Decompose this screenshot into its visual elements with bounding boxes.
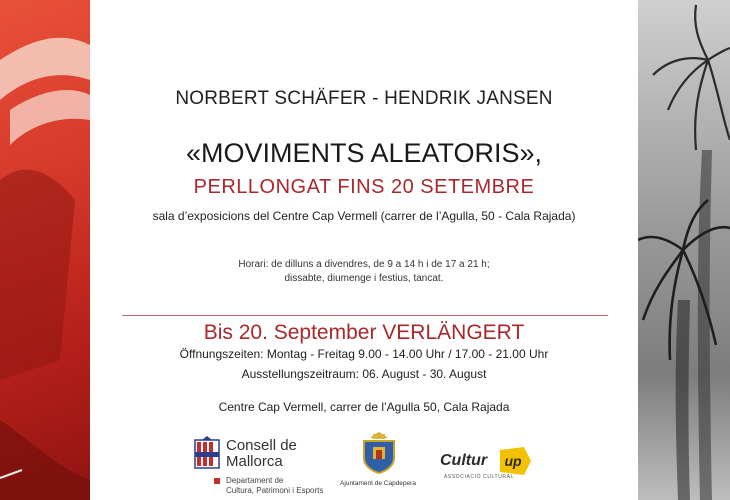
address-line: Centre Cap Vermell, carrer de l’Agulla 50, Cala Rajada	[218, 400, 510, 414]
opening-hours-line-2: dissabte, diumenge i festius, tancat.	[284, 273, 444, 284]
consell-name: Consell de Mallorca	[226, 437, 297, 470]
capdepera-shield-icon	[360, 430, 398, 474]
cultur-word: Cultur	[440, 452, 488, 469]
consell-de-mallorca-logo	[194, 432, 344, 498]
german-exhibition-period: Ausstellungszeitraum: 06. August - 30. August	[241, 367, 487, 381]
consell-red-square-icon	[214, 478, 220, 484]
venue-line: sala d’exposicions del Centre Cap Vermell (carrer de l’Agulla, 50 - Cala Rajada)	[152, 209, 576, 223]
ajuntament-name: Ajuntament de Capdepera	[340, 480, 416, 487]
consell-emblem-icon	[194, 436, 220, 470]
left-photo-panel	[0, 0, 90, 500]
cultur-up-logo	[440, 446, 540, 486]
cultur-up-text: up	[504, 453, 522, 469]
cultur-tagline: ASSOCIACIÓ CULTURAL	[444, 474, 514, 480]
german-opening-hours: Öffnungszeiten: Montag - Freitag 9.00 - 14.00 Uhr / 17.00 - 21.00 Uhr	[179, 347, 549, 361]
german-extension-notice: Bis 20. September VERLÄNGERT	[203, 321, 525, 344]
opening-hours-line-1: Horari: de dilluns a divendres, de 9 a 14 h i de 17 a 21 h;	[238, 259, 490, 270]
consell-department: Departament de Cultura, Patrimoni i Esports	[226, 476, 324, 495]
extension-notice: PERLLONGAT FINS 20 SETEMBRE	[193, 176, 535, 198]
right-photo-panel	[638, 0, 730, 500]
poster-content	[90, 0, 638, 500]
ajuntament-capdepera-logo	[338, 428, 418, 498]
divider-line	[122, 315, 608, 316]
cultur-up-badge-icon	[496, 446, 532, 476]
palm-trees-photo	[638, 0, 730, 500]
exhibition-title: «MOVIMENTS ALEATORIS»,	[185, 138, 543, 168]
abstract-red-photo	[0, 0, 90, 500]
artist-names: NORBERT SCHÄFER - HENDRIK JANSEN	[175, 88, 553, 109]
